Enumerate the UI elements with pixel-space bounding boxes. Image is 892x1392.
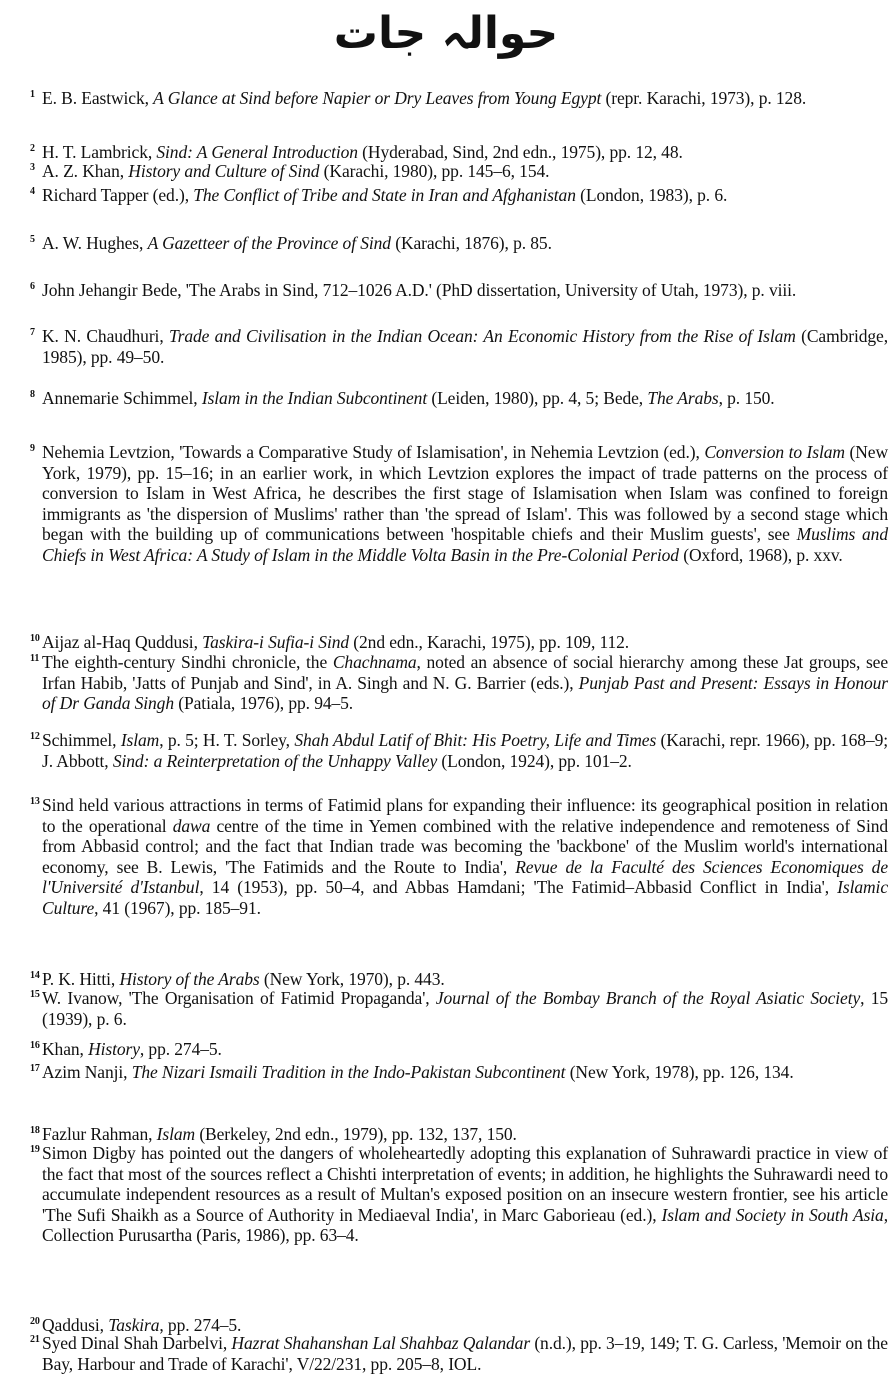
footnote-title-italic: Taskira-i Sufia-i Sind (202, 632, 350, 652)
footnote-text-segment: (Cambridge, 1985), pp. 49–50. (42, 326, 888, 367)
footnote-text (42, 185, 888, 206)
footnote-title-italic: Conversion to Islam (704, 442, 845, 462)
footnote-title-italic: The Nizari Ismaili Tradition in the Indo-Pakistan Subcontinent (131, 1062, 566, 1082)
footnote-item (30, 1124, 888, 1145)
footnote-title-italic: Journal of the Bombay Branch of the Royal Asiatic Society (435, 988, 861, 1008)
footnote-text-segment: Nehemia Levtzion, 'Towards a Comparative Study of Islamisation', in Nehemia Levtzion (ed.), (42, 442, 705, 462)
footnote-number: 16 (30, 1040, 40, 1051)
footnote-text (42, 280, 888, 301)
footnote-text-segment: (London, 1924), pp. 101–2. (437, 750, 632, 771)
footnote-title-italic: Taskira (108, 1315, 160, 1335)
footnote-title-italic: dawa (172, 815, 211, 836)
footnote-text-segment: , 14 (1953), pp. 50–4, and Abbas Hamdani; 'The Fatimid–Abbasid Conflict in India', (199, 877, 838, 897)
footnote-text (42, 442, 888, 565)
footnote-title-italic: Chachnama (332, 652, 417, 672)
footnote-title-italic: Punjab Past and Present: Essays in Honour of Dr Ganda Singh (42, 672, 888, 713)
footnote-number: 10 (30, 633, 40, 644)
footnote-number: 9 (30, 443, 35, 454)
footnote-text-segment: E. B. Eastwick, (42, 88, 154, 108)
footnote-number: 8 (30, 389, 35, 400)
footnote-text-segment: centre of the time in Yemen combined with the relative independence and remoteness of Sind from Abbasid control; and the fact that Indian trade was becoming the 'backbone' of the Muslim world's international economy, see B. Lewis, 'The Fatimids and the Route to India', (42, 815, 889, 877)
footnote-title-italic: The Conflict of Tribe and State in Iran and Afghanistan (193, 185, 576, 205)
footnote-number: 7 (30, 327, 35, 338)
footnote-text (42, 326, 888, 367)
footnote-text-segment: (Karachi, 1980), pp. 145–6, 154. (319, 161, 550, 181)
footnote-title-italic: Hazrat Shahanshan Lal Shahbaz Qalandar (231, 1333, 531, 1353)
footnote-item (30, 161, 888, 182)
footnote-text-segment: (n.d.), pp. 3–19, 149; T. G. Carless, 'Memoir on the Bay, Harbour and Trade of Karachi', V/22/231, pp. 205–8, IOL. (42, 1333, 888, 1374)
footnote-number: 6 (30, 281, 35, 292)
footnote-title-italic: History (88, 1039, 140, 1059)
footnote-title-italic: Islam (156, 1124, 196, 1144)
footnote-item (30, 388, 888, 409)
footnote-text-segment: Syed Dinal Shah Darbelvi, (42, 1333, 232, 1353)
footnote-item (30, 1333, 888, 1374)
footnote-title-italic: A Glance at Sind before Napier or Dry Leaves from Young Egypt (153, 88, 602, 108)
footnote-number: 17 (30, 1063, 40, 1074)
footnote-text (42, 730, 888, 771)
footnote-text (42, 388, 888, 409)
footnote-number: 3 (30, 162, 35, 173)
footnote-text (42, 233, 888, 254)
footnote-item (30, 988, 888, 1029)
footnote-item (30, 442, 888, 565)
footnote-text-segment: Aijaz al-Haq Quddusi, (42, 632, 203, 652)
footnote-text-segment: (Karachi, 1876), p. 85. (390, 233, 552, 253)
footnote-title-italic: Shah Abdul Latif of Bhit: His Poetry, Life and Times (294, 730, 657, 750)
footnote-item (30, 795, 889, 918)
footnote-text (42, 1333, 888, 1374)
footnote-number: 15 (30, 989, 40, 1000)
footnote-text-segment: (Oxford, 1968), p. xxv. (678, 544, 843, 565)
footnote-text (42, 1124, 888, 1145)
footnote-title-italic: Revue de la Faculté des Sciences Economiques de l'Université d'Istanbul (42, 856, 888, 897)
footnote-item (30, 185, 888, 206)
footnote-text (42, 142, 888, 163)
footnote-text (42, 1143, 888, 1246)
footnote-text-segment: , Collection Purusartha (Paris, 1986), pp. 63–4. (42, 1204, 888, 1245)
footnote-text-segment: Fazlur Rahman, (42, 1124, 157, 1144)
footnote-text-segment: (London, 1983), p. 6. (575, 185, 728, 205)
footnote-number: 2 (30, 143, 35, 154)
footnote-text-segment: H. T. Lambrick, (42, 142, 157, 162)
footnote-text (42, 88, 888, 109)
footnote-item (30, 88, 888, 109)
footnote-item (30, 652, 888, 714)
footnote-item (30, 1062, 888, 1083)
footnote-text-segment: The eighth-century Sindhi chronicle, the (42, 652, 333, 672)
footnote-number: 5 (30, 234, 35, 245)
footnote-title-italic: The Arabs (647, 388, 719, 408)
footnote-text-segment: , noted an absence of social hierarchy among these Jat groups, see Irfan Habib, 'Jatts of Punjab and Sind', in A. Singh and N. G. Barrier (eds.), (42, 652, 888, 693)
footnote-number: 11 (30, 653, 40, 664)
footnote-text-segment: P. K. Hitti, (42, 969, 120, 989)
footnote-text-segment: Richard Tapper (ed.), (42, 185, 194, 205)
footnote-number: 19 (30, 1144, 40, 1155)
footnote-number: 1 (30, 89, 35, 100)
footnote-title-italic: Sind: A General Introduction (156, 142, 358, 162)
footnote-text-segment: Annemarie Schimmel, (42, 388, 202, 408)
footnote-item (30, 142, 888, 163)
footnote-text (42, 632, 888, 653)
footnote-title-italic: A Gazetteer of the Province of Sind (147, 233, 391, 253)
footnote-item (30, 233, 888, 254)
footnote-item (30, 326, 888, 367)
footnote-text-segment: , 41 (1967), pp. 185–91. (94, 897, 261, 918)
footnote-title-italic: Sind: a Reinterpretation of the Unhappy Valley (112, 750, 438, 771)
footnote-text-segment: , p. 150. (718, 388, 775, 408)
footnote-text-segment: (New York, 1978), pp. 126, 134. (565, 1062, 794, 1082)
footnote-title-italic: History and Culture of Sind (128, 161, 320, 181)
footnote-number: 18 (30, 1125, 40, 1136)
footnote-number: 14 (30, 970, 40, 981)
footnote-text-segment: Sind held various attractions in terms of Fatimid plans for expanding their influence: its geographical position in relation to the operational (42, 795, 888, 836)
footnote-item (30, 1143, 888, 1246)
footnote-text-segment: K. N. Chaudhuri, (42, 326, 169, 346)
footnote-text-segment: (repr. Karachi, 1973), p. 128. (601, 88, 807, 108)
footnote-text-segment: (Patiala, 1976), pp. 94–5. (174, 693, 354, 713)
footnote-text-segment: Azim Nanji, (42, 1062, 132, 1082)
footnote-text-segment: Qaddusi, (42, 1315, 109, 1335)
footnote-text (42, 652, 888, 714)
footnote-title-italic: Islam (120, 730, 160, 750)
footnote-title-italic: Muslims and Chiefs in West Africa: A Study of Islam in the Middle Volta Basin in the Pre-Colonial Period (42, 524, 888, 565)
footnote-text-segment: , 15 (1939), p. 6. (42, 988, 888, 1029)
footnote-text-segment: Simon Digby has pointed out the dangers of wholeheartedly adopting this explanation of Suhrawardi practice in view of the fact that most of the sources reflect a Chishti interpretation of events; in addition, he highlights the Suhrawardi need to accumulate independent resources as a result of Multan's exposed position on an insecure western frontier, see his article 'The Sufi Shaikh as a Source of Authority in Mediaeval India', in Marc Gaborieau (ed.), (42, 1143, 888, 1225)
footnote-text-segment: Khan, (42, 1039, 89, 1059)
footnote-text-segment: , p. 5; H. T. Sorley, (159, 730, 295, 750)
footnote-item (30, 969, 888, 990)
footnote-text-segment: (New York, 1970), p. 443. (259, 969, 445, 989)
footnote-text-segment: Schimmel, (42, 730, 121, 750)
footnote-text (42, 969, 888, 990)
footnote-title-italic: Islamic Culture (42, 877, 888, 918)
footnote-text-segment: W. Ivanow, 'The Organisation of Fatimid Propaganda', (42, 988, 436, 1008)
footnote-text (42, 1062, 888, 1083)
footnote-text-segment: (Berkeley, 2nd edn., 1979), pp. 132, 137, 150. (195, 1124, 517, 1144)
footnote-text-segment: (Leiden, 1980), pp. 4, 5; Bede, (427, 388, 648, 408)
footnote-text-segment: (Karachi, repr. 1966), pp. 168–9; J. Abbott, (42, 730, 888, 771)
footnote-number: 20 (30, 1316, 40, 1327)
footnote-title-italic: Trade and Civilisation in the Indian Ocean: An Economic History from the Rise of Islam (168, 326, 796, 346)
footnote-title-italic: Islam in the Indian Subcontinent (201, 388, 428, 408)
footnote-title-italic: Islam and Society in South Asia (661, 1204, 884, 1225)
footnote-text-segment: , pp. 274–5. (139, 1039, 222, 1059)
footnote-number: 12 (30, 731, 40, 742)
footnote-title-italic: History of the Arabs (119, 969, 260, 989)
footnote-text (42, 988, 888, 1029)
footnote-text (42, 161, 888, 182)
footnote-text-segment: (New York, 1979), pp. 15–16; in an earlier work, in which Levtzion explores the impact of trade patterns on the process of conversion to Islam in West Africa, he describes the first stage of Islamisation when Islam was confined to foreign immigrants as 'the dispersion of Muslims' rather than 'the spread of Islam'. This was followed by a second stage which began with the building up of communications between 'hospitable chiefs and their Muslim guests', see (42, 442, 888, 544)
footnote-text-segment: A. Z. Khan, (42, 161, 129, 181)
footnote-number: 13 (30, 796, 40, 807)
footnote-item (30, 1039, 888, 1060)
footnote-item (30, 730, 888, 771)
footnote-item (30, 280, 888, 301)
footnote-text (42, 795, 888, 918)
footnote-text-segment: A. W. Hughes, (42, 233, 148, 253)
footnote-text-segment: , pp. 274–5. (159, 1315, 242, 1335)
page-title: حوالہ جات (333, 8, 559, 59)
footnote-text-segment: (2nd edn., Karachi, 1975), pp. 109, 112. (349, 632, 630, 652)
footnote-text (42, 1039, 888, 1060)
footnote-number: 4 (30, 186, 35, 197)
footnote-text-segment: John Jehangir Bede, 'The Arabs in Sind, 712–1026 A.D.' (PhD dissertation, University of Utah, 1973), p. viii. (42, 280, 797, 300)
footnote-text-segment: (Hyderabad, Sind, 2nd edn., 1975), pp. 12, 48. (357, 142, 683, 162)
footnote-number: 21 (30, 1334, 40, 1345)
footnote-item (30, 632, 888, 653)
